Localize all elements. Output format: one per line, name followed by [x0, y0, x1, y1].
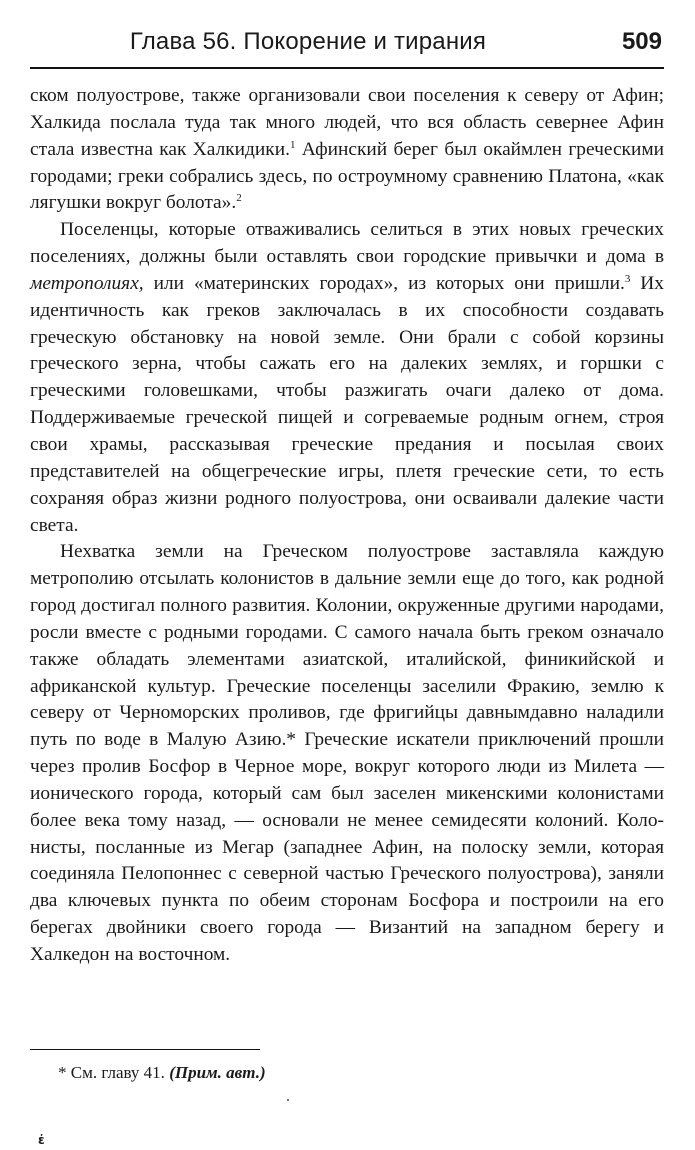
- running-header: [28, 24, 668, 66]
- footnote: [58, 1063, 658, 1083]
- paragraph: [30, 539, 664, 969]
- header-rule: [30, 67, 664, 69]
- paragraph-text: или «материнских городах», из которых они пришли.: [143, 272, 625, 294]
- emphasized-term: метрополиях,: [30, 272, 144, 294]
- paragraph-text: ском полуострове, также организовали свои поселения к северу от Афин; Халкида послала туда так много людей, что вся область севернее Афин стала известна как Халкидики.: [30, 85, 664, 160]
- body-text: [30, 83, 664, 969]
- paragraph-text: Их идентичность как греков заключалась в их способности создавать греческую обстановку на новой земле. Они брали с собой корзины греческого зерна, чтобы сажать его на далеких землях, и горшки с греческими головешками, чтобы разжигать очаги далеко от дома. Поддерживаемые греческой пищей и согреваемые родным огнем, строя свои храмы, рассказывая греческие предания и посылая своих представителей на общегреческие игры, плетя греческие сети, то есть сохраняя образ жизни родного полуострова, они осваивали далекие части света.: [30, 272, 664, 536]
- endnote-marker: 2: [236, 192, 242, 205]
- paragraph: [30, 217, 664, 539]
- chapter-title: Глава 56. Покорение и тирания: [129, 28, 487, 55]
- paragraph: [30, 83, 664, 217]
- endnote-marker: 3: [624, 272, 631, 285]
- endnote-marker: 1: [289, 138, 296, 151]
- page-number: 509: [621, 28, 662, 55]
- footnote-text: * См. главу 41.: [58, 1063, 170, 1082]
- paragraph-text: Афинский берег был окаймлен греческими городами; греки собрались здесь, по остроумному сравнению Платона, «как лягушки вокруг болота».: [30, 138, 664, 214]
- footnote-note: (Прим. авт.): [169, 1063, 266, 1082]
- footnote-rule: [30, 1049, 260, 1050]
- print-speck: [287, 1099, 289, 1101]
- paragraph-text: Нехватка земли на Греческом полуострове заставляла каждую метрополию отсылать колонистов в дальние земли еще до того, как родной город достигал полного развития. Колонии, окруженные другими народами, росли вместе с родными городами. С самого начала быть греком означало также обладать элементами азиатской, италийской, финикийской и африканской культур. Греческие поселенцы заселили Фракию, землю к северу от Черноморских проливов, где фригийцы давнымдавно наладили путь по воде в Малую Азию.* Греческие искатели приключений прошли через пролив Босфор в Черное море, вокруг которого люди из Милета — ионического города, который сам был заселен микенскими колонистами более века тому назад, — основали не менее семидесяти колоний. Колонисты, посланные из Мегар (западнее Афин, на полоску земли, которая соединяла Пелопоннес с северной частью Греческого полуострова), заняли два ключевых пункта по обеим сторонам Босфора и построили на его берегах двойники своего города — Византий на западном берегу и Халкедон на восточном.: [30, 541, 664, 965]
- paragraph-text: Поселенцы, которые отваживались селиться в этих новых греческих поселениях, должны были оставлять свои городские привычки и дома в: [30, 219, 664, 268]
- margin-mark: ἐ: [38, 1133, 45, 1147]
